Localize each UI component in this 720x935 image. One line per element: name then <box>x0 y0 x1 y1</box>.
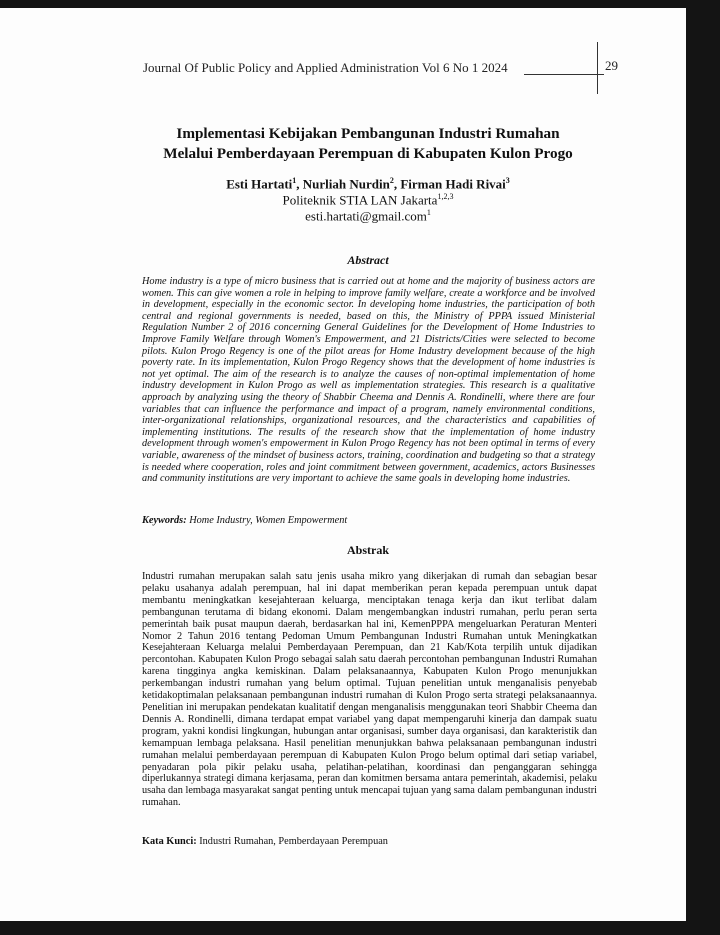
author-sup: 2 <box>389 176 394 185</box>
header-divider <box>597 42 598 94</box>
keywords-label: Keywords: <box>142 515 187 526</box>
article-title <box>100 124 636 164</box>
author-name: Nurliah Nurdin <box>302 176 390 192</box>
bottom-border <box>0 921 720 935</box>
author-sup: 3 <box>505 176 510 185</box>
author-separator: , <box>296 176 303 192</box>
right-border <box>686 0 720 935</box>
affiliation-sup: 1,2,3 <box>437 192 454 201</box>
email-text: esti.hartati@gmail.com <box>305 208 427 224</box>
title-line-2: Melalui Pemberdayaan Perempuan di Kabupaten Kulon Progo <box>163 145 573 162</box>
author-name: Firman Hadi Rivai <box>400 176 506 192</box>
author-list <box>100 176 636 192</box>
journal-running-head: Journal Of Public Policy and Applied Administration Vol 6 No 1 2024 <box>143 60 508 75</box>
keywords-id <box>142 836 597 847</box>
affiliation-text: Politeknik STIA LAN Jakarta <box>282 192 438 208</box>
abstract-heading: Abstract <box>347 253 389 267</box>
page-number: 29 <box>605 58 618 73</box>
author-separator: , <box>393 176 401 192</box>
kata-kunci-label: Kata Kunci: <box>142 836 197 847</box>
abstrak-heading: Abstrak <box>346 543 389 557</box>
abstract-body-id: Industri rumahan merupakan salah satu jenis usaha mikro yang dikerjakan di rumah dan sebagian besar pelaku usahanya adalah perempuan, hal ini dapat memberikan peran kepada perempuan untuk dapat membantu meningkatkan kesejahteraan keluarga, menciptakan tenaga kerja dan ikut terlibat dalam pembangunan terutama di bidang ekonomi. Dalam mengembangkan industri rumahan, perlu peran serta pemerintah baik pusat maupun daerah, berdasarkan hal ini, KemenPPPA mengeluarkan Peraturan Menteri Nomor 2 Tahun 2016 tentang Pedoman Umum Pembangunan Industri Rumahan untuk Meningkatkan Kesejahteraan Keluarga melalui Pemberdayaan Perempuan, dan 21 Kab/Kota terpilih untuk dijadikan percontohan. Kabupaten Kulon Progo sebagai salah satu daerah percontohan pembangunan Industri Rumahan karena tingginya angka kemiskinan. Dalam pelaksanaannya, Kabupaten Kulon Progo menunjukkan perkembangan industri rumahan yang belum optimal. Tujuan penelitian untuk menganalisis penyebab ketidakoptimalan pelaksanaan pembangunan industri rumahan di Kulon Progo serta strategi pelaksanaannya. Penelitian ini merupakan pendekatan kualitatif dengan menganalisis menggunakan teori Shabbir Cheema dan Dennis A. Rondinelli, dimana terdapat empat variabel yang dapat mempengaruhi kinerja dan dampak suatu program, yakni kondisi lingkungan, hubungan antar organisasi, sumber daya organisasi, dan karakteristik dan kemampuan lembaga pelaksana. Hasil penelitian menunjukkan bahwa pelaksanaan pembangunan industri rumahan melalui pemberdayaan perempuan di Kabupaten Kulon Progo belum optimal dari setiap variabel, penyadaran pola pikir pelaku usaha, pelatihan-pelatihan, koordinasi dan penganggaran sehingga diperlukannya strategi dimana kerjasama, peran dan komitmen bersama antara pemerintah, akademisi, pelaku usaha dan lembaga masyarakat sangat penting untuk mencapai tujuan yang sama dalam pembangunan industri rumahan. <box>142 571 597 809</box>
keywords-text: Home Industry, Women Empowerment <box>189 515 348 526</box>
title-line-1: Implementasi Kebijakan Pembangunan Industri Rumahan <box>176 125 560 142</box>
header-rule <box>524 74 604 75</box>
abstract-body-en: Home industry is a type of micro business that is carried out at home and the majority of business actors are women. This can give women a role in helping to improve family welfare, create a workforce and be involved in development, especially in the economic sector. In developing home industries, the participation of both central and regional governments is needed, based on this, the Ministry of PPPA issued Ministerial Regulation Number 2 of 2016 concerning General Guidelines for the Development of Home Industries to Improve Family Welfare through Women's Empowerment, and 21 Districts/Cities were selected to become pilots. Kulon Progo Regency is one of the pilot areas for Home Industry development because of the high poverty rate. In its implementation, Kulon Progo Regency shows that the development of home industries is not yet optimal. The aim of the research is to analyze the causes of non-optimal implementation of home industry development in Kulon Progo as well as implementation strategies. This research is a qualitative approach by analyzing using the theory of Shabbir Cheema and Dennis A. Rondinelli, where there are four variables that can influence the performance and impact of a program, namely environmental conditions, inter-organizational relationships, organizational resources, and the characteristics and capabilities of implementing institutions. The results of the research show that the implementation of home industry development through women's empowerment in Kulon Progo Regency has not been optimal in terms of every variable, awareness of the mindset of business actors, training, coordination and budgeting so that a strategy is needed where cooperation, roles and joint commitment between government, academics, actors Businesses and community institutions are very important to achieve the same goals in developing home industries. <box>142 276 595 485</box>
author-sup: 1 <box>292 176 297 185</box>
kata-kunci-text: Industri Rumahan, Pemberdayaan Perempuan <box>199 836 388 847</box>
affiliation <box>100 192 636 208</box>
top-border <box>0 0 720 8</box>
keywords-en <box>142 515 595 526</box>
author-name: Esti Hartati <box>226 176 293 192</box>
email-sup: 1 <box>426 208 431 217</box>
author-email <box>100 208 636 224</box>
